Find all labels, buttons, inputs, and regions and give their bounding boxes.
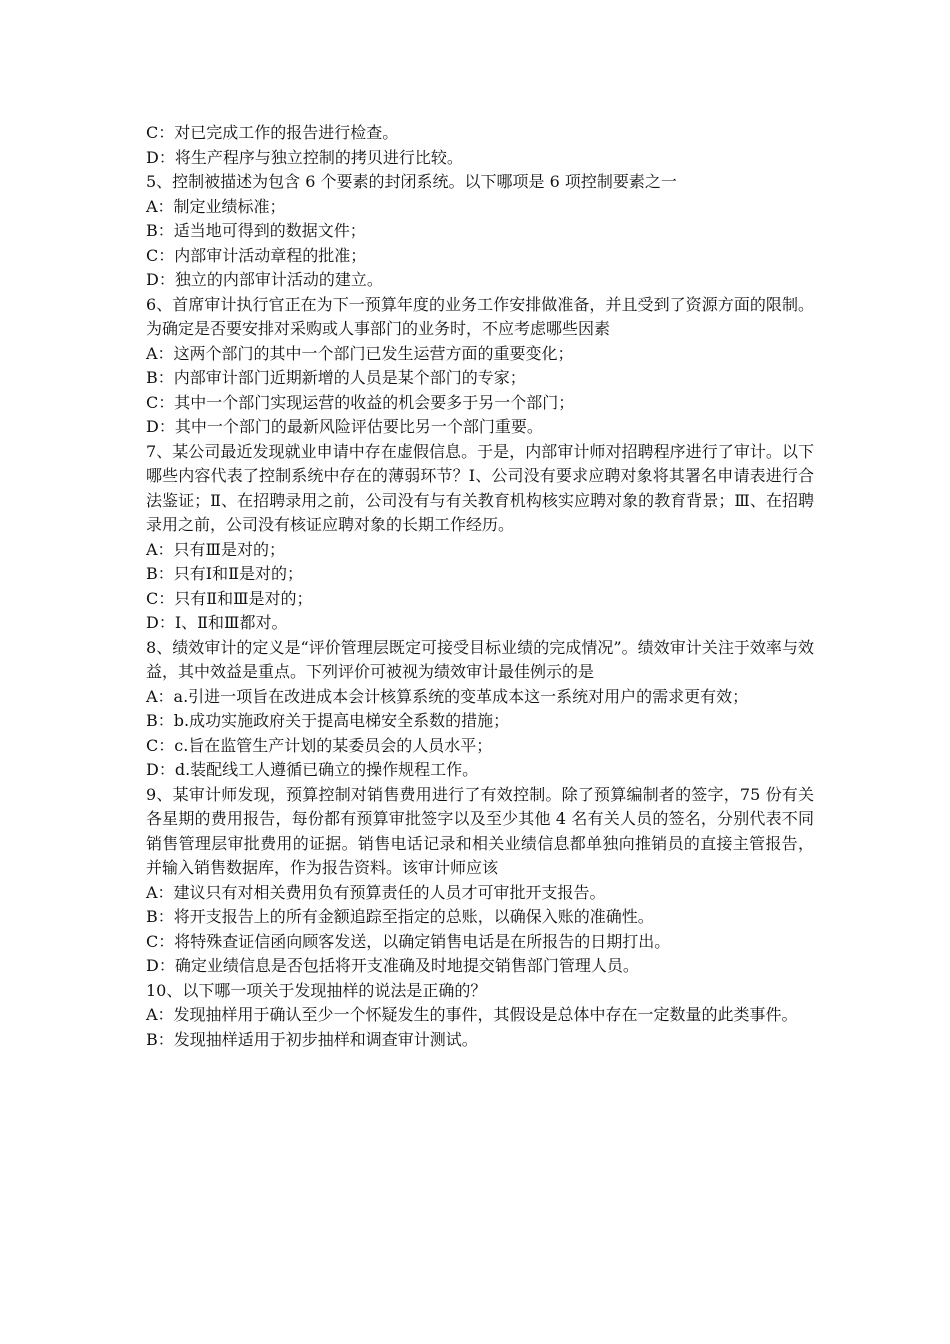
option-c-q5: C：内部审计活动章程的批准；: [146, 245, 367, 265]
option-b-q8: B：b.成功实施政府关于提高电梯安全系数的措施；: [146, 711, 510, 730]
question-6: 6、首席审计执行官正在为下一预算年度的业务工作安排做准备，并且受到了资源方面的限制。为确定是否要安排对采购或人事部门的业务时，不应考虑哪些因素: [146, 294, 814, 338]
question-8: 8、绩效审计的定义是“评价管理层既定可接受目标业绩的完成情况”。绩效审计关注于效率与效益，其中效益是重点。下列评价可被视为绩效审计最佳例示的是: [146, 637, 814, 681]
option-a-q9: A：建议只有对相关费用负有预算责任的人员才可审批开支报告。: [146, 882, 606, 902]
option-a-q8: A：a.引进一项旨在改进成本会计核算系统的变革成本这一系统对用户的需求更有效；: [146, 686, 749, 706]
option-a-q5: A：制定业绩标准；: [146, 196, 286, 216]
option-b-q5: B：适当地可得到的数据文件；: [146, 221, 366, 240]
option-c-q8: C：c.旨在监管生产计划的某委员会的人员水平；: [146, 735, 493, 755]
question-10: 10、以下哪一项关于发现抽样的说法是正确的？: [146, 980, 487, 1000]
option-c-q9: C：将特殊查证信函向顾客发送，以确定销售电话是在所报告的日期打出。: [146, 931, 671, 951]
option-d-q9: D：确定业绩信息是否包括将开支准确及时地提交销售部门管理人员。: [146, 956, 639, 975]
option-d-q7: D：Ⅰ、Ⅱ和Ⅲ都对。: [146, 613, 288, 632]
option-d-q5: D：独立的内部审计活动的建立。: [146, 270, 383, 289]
option-a-q10: A：发现抽样用于确认至少一个怀疑发生的事件，其假设是总体中存在一定数量的此类事件。: [146, 1005, 798, 1024]
question-9: 9、某审计师发现，预算控制对销售费用进行了有效控制。除了预算编制者的签字，75 份有关各星期的费用报告，每份都有预算审批签字以及至少其他 4 名有关人员的签名，分别代表不同销售管理层审批费用的证据。销售电话记录和相关业绩信息都单独向推销员的直接主管报告，并输入销售数据库，作为报告资料。该审计师应该: [146, 784, 814, 877]
option-d-q6: D：其中一个部门的最新风险评估要比另一个部门重要。: [146, 417, 543, 436]
option-b-q7: B：只有Ⅰ和Ⅱ是对的；: [146, 564, 303, 583]
option-c-q4: C：对已完成工作的报告进行检查。: [146, 123, 399, 142]
option-a-q7: A：只有Ⅲ是对的；: [146, 539, 285, 559]
option-d-q8: D：d.装配线工人遵循已确立的操作规程工作。: [146, 760, 479, 779]
option-b-q10: B：发现抽样适用于初步抽样和调查审计测试。: [146, 1029, 478, 1049]
question-5: 5、控制被描述为包含 6 个要素的封闭系统。以下哪项是 6 项控制要素之一: [146, 172, 677, 191]
document-body: [146, 121, 814, 1052]
option-c-q7: C：只有Ⅱ和Ⅲ是对的；: [146, 588, 313, 608]
option-c-q6: C：其中一个部门实现运营的收益的机会要多于另一个部门；: [146, 392, 575, 412]
option-b-q9: B：将开支报告上的所有金额追踪至指定的总账，以确保入账的准确性。: [146, 907, 654, 926]
option-b-q6: B：内部审计部门近期新增的人员是某个部门的专家；: [146, 368, 526, 387]
question-7: 7、某公司最近发现就业申请中存在虚假信息。于是，内部审计师对招聘程序进行了审计。以下哪些内容代表了控制系统中存在的薄弱环节？Ⅰ、公司没有要求应聘对象将其署名申请表进行合法鉴证；Ⅱ、在招聘录用之前，公司没有与有关教育机构核实应聘对象的教育背景；Ⅲ、在招聘录用之前，公司没有核证应聘对象的长期工作经历。: [146, 441, 814, 534]
option-d-q4: D：将生产程序与独立控制的拷贝进行比较。: [146, 147, 463, 167]
option-a-q6: A：这两个部门的其中一个部门已发生运营方面的重要变化；: [146, 343, 574, 363]
